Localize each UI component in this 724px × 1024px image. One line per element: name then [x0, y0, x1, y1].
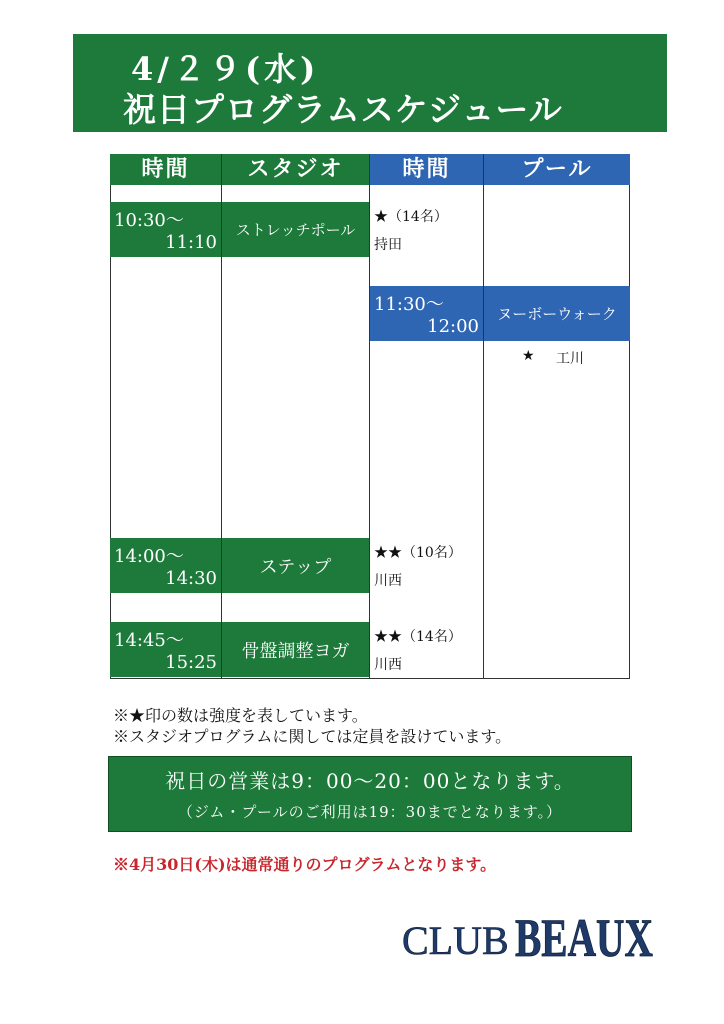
intensity-stars: ★★（14名）: [374, 629, 462, 645]
session-start: 14:00～: [114, 546, 184, 567]
instructor-name: 川西: [374, 657, 402, 673]
title-heading: 祝日プログラムスケジュール: [123, 90, 563, 129]
header-studio: スタジオ: [222, 154, 369, 185]
schedule-table: [110, 154, 630, 679]
session-end: 12:00: [427, 316, 479, 337]
intensity-stars: ★: [522, 348, 535, 364]
program-name: 骨盤調整ヨガ: [241, 641, 350, 662]
program-name: ヌーボーウォーク: [497, 305, 617, 323]
session-start: 10:30～: [114, 210, 184, 231]
session-start: 11:30～: [374, 294, 444, 315]
program-name: ステップ: [259, 557, 332, 578]
session-end: 15:25: [165, 652, 217, 673]
logo-beaux-text: BEAUX: [515, 908, 653, 968]
note-capacity: ※スタジオプログラムに関しては定員を設けています。: [113, 727, 512, 746]
column-divider: [221, 154, 222, 679]
studio-time-cell: [110, 538, 221, 593]
session-end: 14:30: [165, 568, 217, 589]
session-end: 11:10: [165, 232, 217, 253]
instructor-name: 持田: [374, 237, 402, 253]
title-banner: [73, 34, 667, 132]
pool-program-cell: [484, 286, 630, 341]
studio-program-cell: [222, 202, 369, 257]
program-name: ストレッチポール: [235, 221, 356, 239]
regular-program-notice: ※4月30日(木)は通常通りのプログラムとなります。: [113, 855, 497, 874]
intensity-stars: ★（14名）: [374, 209, 448, 225]
club-beaux-logo: [400, 898, 655, 968]
note-intensity: ※★印の数は強度を表しています。: [113, 706, 368, 725]
header-pool-time: 時間: [370, 154, 483, 185]
business-hours-sub: （ジム・プールのご利用は19：30までとなります。）: [177, 803, 563, 821]
pool-time-cell: [370, 286, 483, 341]
title-date: 4/２９(水): [131, 50, 320, 88]
logo-club-text: CLUB: [402, 918, 509, 963]
session-start: 14:45～: [114, 630, 184, 651]
business-hours-main: 祝日の営業は9：00～20：00となります。: [165, 769, 575, 793]
instructor-name: 川西: [374, 573, 402, 589]
studio-time-cell: [110, 202, 221, 257]
studio-program-cell: [222, 538, 369, 593]
column-divider: [483, 154, 484, 679]
header-studio-time: 時間: [110, 154, 221, 185]
intensity-stars: ★★（10名）: [374, 545, 462, 561]
studio-program-cell: [222, 622, 369, 677]
header-pool: プール: [484, 154, 630, 185]
column-divider: [369, 154, 370, 679]
studio-time-cell: [110, 622, 221, 677]
business-hours-box: [108, 756, 632, 832]
instructor-name: 工川: [556, 351, 584, 367]
